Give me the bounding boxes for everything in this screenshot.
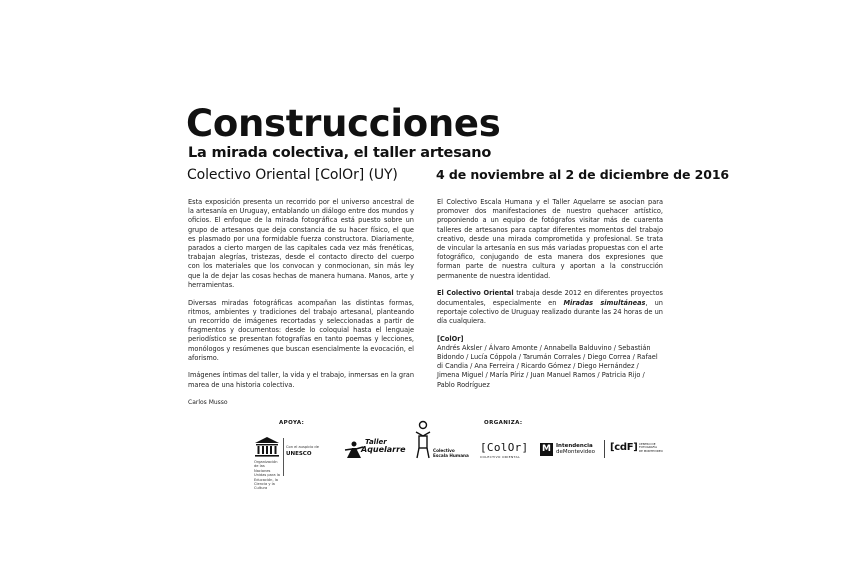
exhibition-title: Construcciones (186, 102, 501, 145)
collective-name: Colectivo Oriental [ColOr] (UY) (187, 167, 398, 183)
exhibition-dates: 4 de noviembre al 2 de diciembre de 2016 (436, 167, 730, 182)
unesco-org-text: Organización de las Naciones Unidas para la Educación, la Ciencia y la Cultura (254, 460, 280, 491)
taller-aquelarre-logo (344, 438, 406, 462)
collective-bold-name: El Colectivo Oriental (437, 289, 514, 298)
intendencia-icon: M (540, 443, 553, 456)
exhibition-subtitle: La mirada colectiva, el taller artesano (188, 145, 492, 161)
cdf-subtext-2: FOTOGRAFÍA (639, 445, 657, 450)
intendencia-logo (540, 442, 600, 460)
members-list: Andrés Aksler / Álvaro Amonte / Annabella Balduvino / Sebastián Bidondo / Lucía Cóppola / Tarumán Corrales / Diego Correa / Rafael di Candia / Ana Ferreira / Ricardo Gómez / Diego Hernández / Jimena Miguel / María Píriz / Juan Manuel Ramos / Patricia Rijo / Pablo Rodríguez (437, 343, 658, 389)
left-paragraph-3: Imágenes íntimas del taller, la vida y el trabajo, inmersas en la gran marea de una historia colectiva. (188, 371, 414, 389)
escala-line-2: Escala Humana (433, 453, 469, 458)
left-paragraph-2: Diversas miradas fotográficas acompañan las distintas formas, ritmos, ambientes y tradiciones del trabajo artesanal, planteando un recorrido de imágenes recortadas y seleccionadas a partir de fragmentos y documentos: desde lo coloquial hasta el lenguaje periodístico se presentan fotografías en tanto poemas y lecciones, monólogos y resúmenes que buscan esencialmente la evocación, el aforismo. (188, 298, 414, 362)
unesco-divider (283, 438, 284, 476)
left-paragraph-1: Esta exposición presenta un recorrido por el universo ancestral de la artesanía en Uruguay, entablando un diálogo entre dos mundos y oficios. El enfoque de la mirada fotográfica está puesto sobre un grupo de artesanos que deja constancia de su hacer físico, el que es plasmado por una formidable fuerza constructora. Diariamente, parados a cierto margen de las capitales cada vez más frenéticas, trabajan alegrías, tristezas, desde el contacto directo del cuerpo con los materiales que los convocan y conmocionan, sin más ley que la de dejar las cosas hechas de manera humana. Manos, arte y herramientas. (188, 198, 414, 289)
unesco-temple-icon (254, 436, 280, 458)
cdf-subtext-1: CENTRO DE (639, 442, 656, 446)
cdf-logo (610, 442, 670, 460)
organiza-label: ORGANIZA: (484, 420, 523, 426)
intendencia-line-2: deMontevideo (556, 449, 596, 455)
author-signature: Carlos Musso (188, 399, 228, 407)
left-text-column (188, 198, 414, 416)
intendencia-line-1: Intendencia (556, 443, 593, 449)
right-text-column (437, 198, 663, 398)
ladder-person-icon (414, 420, 432, 460)
right-paragraph-1: El Colectivo Escala Humana y el Taller Aquelarre se asocian para promover dos manifestaciones de nuestro quehacer artístico, proponiendo a un equipo de fotógrafos visitar más de cuarenta talleres de artesanos para captar diferentes momentos del trabajo creativo, desde una mirada comprometida y profesional. Se trata de vincular la artesanía en sus más variadas propuestas con el arte fotográfico, conjugando de esta manera dos expresiones que forman parte de nuestra cultura y aportan a la construcción permanente de nuestra identidad. (437, 198, 663, 280)
taller-text: Taller (365, 438, 387, 446)
unesco-logo (254, 436, 324, 491)
cdf-subtext-3: DE MONTEVIDEO (639, 448, 663, 453)
color-collective-logo (480, 441, 530, 461)
cdf-logo-text: [cdF] (610, 442, 638, 453)
color-logo-text: [ColOr] (480, 441, 529, 454)
project-title-italic: Miradas simultáneas (563, 298, 646, 307)
escala-line-1: Colectivo (433, 448, 455, 453)
unesco-name: UNESCO (286, 451, 312, 457)
right-paragraph-2-text-b: , un reportaje colectivo de Uruguay realizado durante las 24 horas de un día cualquiera. (437, 298, 663, 325)
members-heading: [ColOr] (437, 334, 464, 343)
unesco-sponsor-text: Con el auspicio de (286, 445, 319, 449)
logo-divider (604, 440, 605, 458)
aquelarre-text: Aquelarre (361, 445, 406, 454)
escala-humana-logo (414, 420, 474, 464)
apoya-label: APOYA: (279, 420, 305, 426)
right-paragraph-2 (437, 289, 663, 326)
right-paragraph-2-text-a: trabaja desde 2012 en diferentes proyectos documentales, especialmente en (437, 289, 663, 307)
color-logo-subtext: COLECTIVO ORIENTAL (480, 455, 521, 459)
